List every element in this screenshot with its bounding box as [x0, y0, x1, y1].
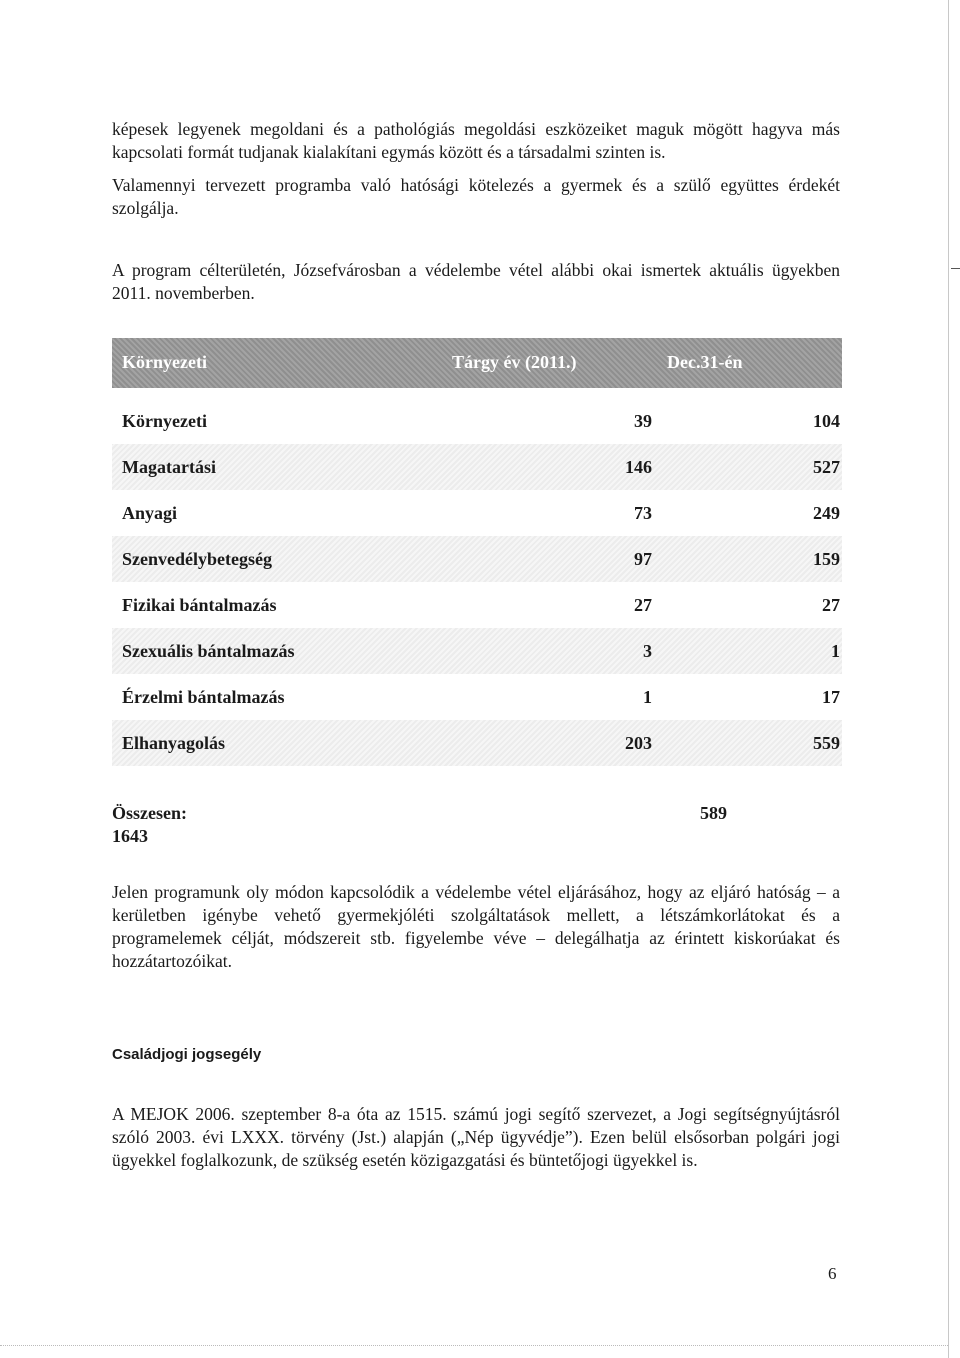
row-label: Fizikai bántalmazás [122, 595, 277, 615]
row-dec31-value: 559 [813, 733, 840, 753]
table-header-dec31: Dec.31-én [667, 352, 743, 372]
row-year-value: 39 [634, 411, 652, 431]
row-year-value: 27 [634, 595, 652, 615]
page-edge-line [948, 0, 949, 1358]
paragraph-target-area: A program célterületén, Józsefvárosban a védelembe vétel alábbi okai ismertek aktuális ügyekben 2011. novemberben. [112, 260, 840, 303]
row-label: Környezeti [122, 411, 207, 431]
paragraph-intro: képesek legyenek megoldani és a pathológiás megoldási eszközeiket maguk mögött hagyva más kapcsolati formát tudjanak kialakítani egymás között és a társadalmi szinten is. [112, 119, 840, 162]
table-row [112, 536, 842, 582]
row-year-value: 97 [634, 549, 652, 569]
page-number: 6 [828, 1264, 837, 1283]
table-row [112, 398, 842, 444]
row-dec31-value: 104 [813, 411, 840, 431]
row-year-value: 203 [625, 733, 652, 753]
total-dec31-value: 589 [700, 803, 727, 823]
table-row [112, 720, 842, 766]
row-dec31-value: 1 [831, 641, 840, 661]
row-label: Anyagi [122, 503, 178, 523]
row-label: Szenvedélybetegség [122, 549, 272, 569]
paragraph-obligation: Valamennyi tervezett programba való hatósági kötelezés a gyermek és a szülő együttes érdekét szolgálja. [112, 175, 840, 218]
margin-tick-mark [951, 268, 960, 269]
row-label: Elhanyagolás [122, 733, 226, 753]
row-year-value: 146 [625, 457, 652, 477]
table-header-year: Tárgy év (2011.) [452, 352, 577, 372]
table-row [112, 444, 842, 490]
table-row [112, 582, 842, 628]
row-label: Szexuális bántalmazás [122, 641, 295, 661]
total-label: Összesen: [112, 803, 187, 823]
paragraph-legal-aid: A MEJOK 2006. szeptember 8-a óta az 1515. számú jogi segítő szervezet, a Jogi segítségnyújtásról szóló 2003. évi LXXX. törvény (Jst.) alapján („Nép ügyvédje”). Ezen belül elsősorban polgári jogi ügyekkel foglalkozunk, de szükség esetén közigazgatási és büntetőjogi ügyekkel is. [112, 1104, 840, 1170]
row-dec31-value: 249 [813, 503, 840, 523]
total-year-value: 1643 [112, 826, 148, 846]
row-year-value: 3 [643, 641, 652, 661]
table-row [112, 674, 842, 720]
row-label: Magatartási [122, 457, 216, 477]
row-year-value: 73 [634, 503, 652, 523]
section-heading: Családjogi jogsegély [112, 1046, 262, 1063]
row-label: Érzelmi bántalmazás [122, 687, 285, 707]
table-header-category: Környezeti [122, 352, 207, 372]
row-dec31-value: 527 [813, 457, 840, 477]
row-dec31-value: 159 [813, 549, 840, 569]
bottom-dotted-rule [0, 1345, 948, 1347]
row-dec31-value: 17 [822, 687, 840, 707]
row-year-value: 1 [643, 687, 652, 707]
paragraph-program-link: Jelen programunk oly módon kapcsolódik a védelembe vétel eljárásához, hogy az eljáró hatóság – a kerületben igénybe vehető gyermekjóléti szolgáltatások mellett, a létszámkorlátokat és a programelemek célját, módszereit stb. figyelembe véve – delegálhatja az érintett kiskorúakat és hozzátartozóikat. [112, 882, 840, 971]
table-row [112, 490, 842, 536]
table-row [112, 628, 842, 674]
row-dec31-value: 27 [822, 595, 840, 615]
